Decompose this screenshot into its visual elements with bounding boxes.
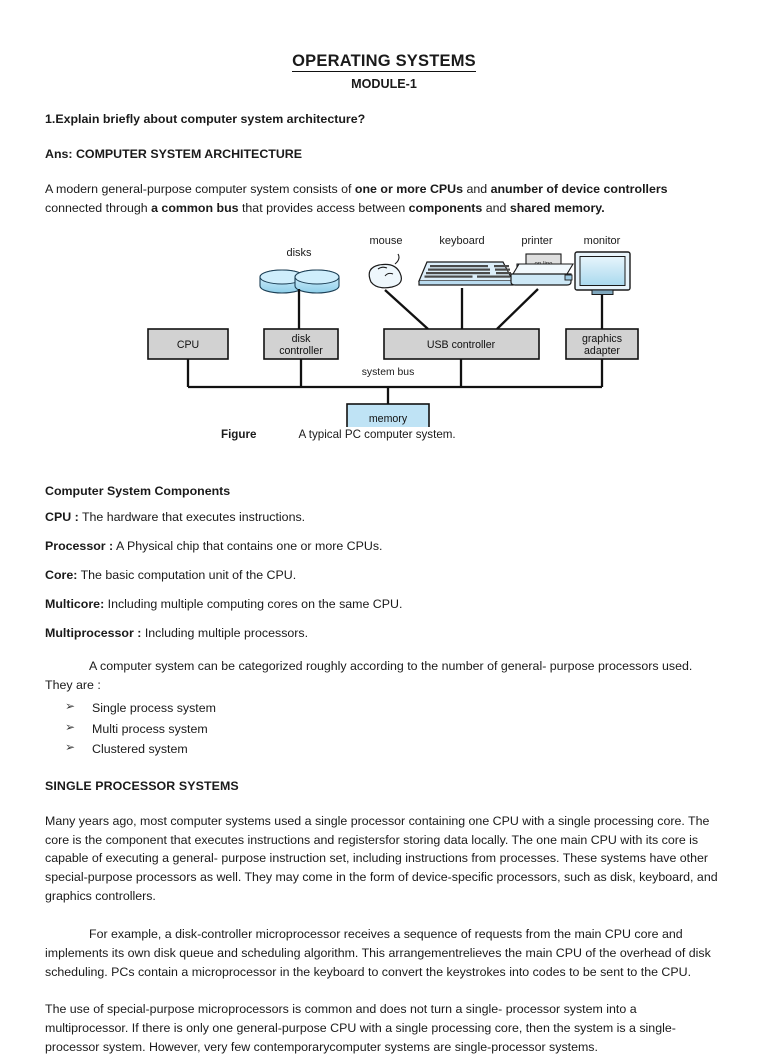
intro-text-3: connected through xyxy=(45,200,152,215)
box-memory-label: memory xyxy=(368,412,408,425)
list-item xyxy=(65,739,723,759)
box-disk-controller-label-2: controller xyxy=(279,344,323,357)
mouse-icon xyxy=(369,254,401,288)
definition-term: Multiprocessor : xyxy=(45,626,142,641)
figure-label: Figure xyxy=(221,427,257,441)
architecture-diagram-svg xyxy=(45,232,723,427)
device-label-mouse: mouse xyxy=(369,234,403,247)
list-item-label: Multi process system xyxy=(92,721,208,736)
intro-text-5: and xyxy=(482,200,510,215)
question-heading: 1.Explain briefly about computer system architecture? xyxy=(45,112,366,126)
components-definition-list xyxy=(45,508,723,643)
intro-bold-1: one or more CPUs xyxy=(354,182,464,196)
intro-bold-4: components xyxy=(408,200,483,215)
intro-bold-3: a common bus xyxy=(151,200,239,215)
definition-desc: Including multiple processors. xyxy=(141,626,309,641)
definition-item xyxy=(45,508,723,527)
intro-text-1: A modern general-purpose computer system consists of xyxy=(45,182,355,196)
device-connector-lines xyxy=(299,288,602,329)
definition-item xyxy=(45,537,723,556)
single-processor-paragraph-3: The use of special-purpose microprocessors is common and does not turn a single- processor system into a multiprocessor. If there is only one general-purpose CPU with a single processing core, then the system is a single-processor system. However, very few contemporarycomputer systems are single-processor systems. xyxy=(45,1002,676,1055)
keyboard-icon xyxy=(419,262,513,285)
single-processor-heading: SINGLE PROCESSOR SYSTEMS xyxy=(45,778,239,793)
categorization-paragraph: A computer system can be categorized roughly according to the number of general- purpose processors used. They are : xyxy=(45,658,693,692)
arrow-bullet-icon: ➢ xyxy=(65,699,76,714)
box-graphics-adapter-label-1: graphics xyxy=(581,332,623,345)
definition-term: Multicore: xyxy=(45,597,105,612)
device-label-monitor: monitor xyxy=(583,234,621,247)
system-bus-lines xyxy=(188,359,602,404)
intro-bold-5: shared memory. xyxy=(509,200,605,215)
definition-desc: A Physical chip that contains one or more CPUs. xyxy=(113,538,383,553)
intro-paragraph xyxy=(45,180,723,218)
single-processor-paragraph-2: For example, a disk-controller microprocessor receives a sequence of requests from the main CPU core and implements its own disk queue and scheduling algorithm. This arrangementrelieves the main CPU of the overhead of disk scheduling. PCs contain a microprocessor in the keyboard to convert the keystrokes into codes to be sent to the CPU. xyxy=(45,926,711,979)
list-item xyxy=(65,698,723,718)
system-bus-label: system bus xyxy=(361,366,415,378)
document-content xyxy=(45,52,723,1057)
definition-desc: Including multiple computing cores on the same CPU. xyxy=(104,597,403,612)
device-label-keyboard: keyboard xyxy=(439,234,485,247)
components-heading: Computer System Components xyxy=(45,483,231,498)
definition-term: Core: xyxy=(45,567,78,582)
definition-item xyxy=(45,566,723,585)
box-cpu-label: CPU xyxy=(176,338,200,351)
box-usb-controller-label: USB controller xyxy=(426,338,496,351)
box-disk-controller-label-1: disk xyxy=(291,332,311,345)
definition-term: CPU : xyxy=(45,509,79,524)
intro-text-4: that provides access between xyxy=(238,200,409,215)
answer-heading: Ans: COMPUTER SYSTEM ARCHITECTURE xyxy=(45,147,302,161)
module-subtitle: MODULE-1 xyxy=(351,77,417,91)
device-label-disks: disks xyxy=(286,246,312,259)
definition-desc: The basic computation unit of the CPU. xyxy=(77,567,297,582)
device-label-printer: printer xyxy=(521,234,553,247)
definition-item xyxy=(45,624,723,643)
page-title-text: OPERATING SYSTEMS xyxy=(292,52,476,70)
system-types-list xyxy=(45,698,723,758)
single-processor-paragraph-1: Many years ago, most computer systems used a single processor containing one CPU with a single processing core. The core is the component that executes instructions and registersfor storing data locally. The one main CPU with its core is capable of executing a general- purpose instruction set, including instructions from processes. These systems have other special-purpose processors as well. They may come in the form of device-specific processors, such as disk, keyboard, and graphics controllers. xyxy=(45,813,718,904)
list-item-label: Single process system xyxy=(92,701,216,716)
list-item xyxy=(65,719,723,739)
monitor-icon xyxy=(575,252,630,295)
definition-desc: The hardware that executes instructions. xyxy=(78,509,306,524)
architecture-figure xyxy=(45,232,723,467)
printer-icon xyxy=(511,254,573,285)
box-graphics-adapter-label-2: adapter xyxy=(584,344,620,357)
definition-term: Processor : xyxy=(45,538,114,553)
arrow-bullet-icon: ➢ xyxy=(65,719,76,734)
definition-item xyxy=(45,595,723,614)
intro-bold-2: anumber of device controllers xyxy=(490,182,668,196)
arrow-bullet-icon: ➢ xyxy=(65,739,76,754)
controller-boxes xyxy=(148,329,638,359)
figure-caption-text: A typical PC computer system. xyxy=(298,427,456,441)
page-title xyxy=(45,52,723,71)
figure-caption xyxy=(221,428,456,441)
list-item-label: Clustered system xyxy=(92,741,188,756)
intro-text-2: and xyxy=(463,182,491,196)
